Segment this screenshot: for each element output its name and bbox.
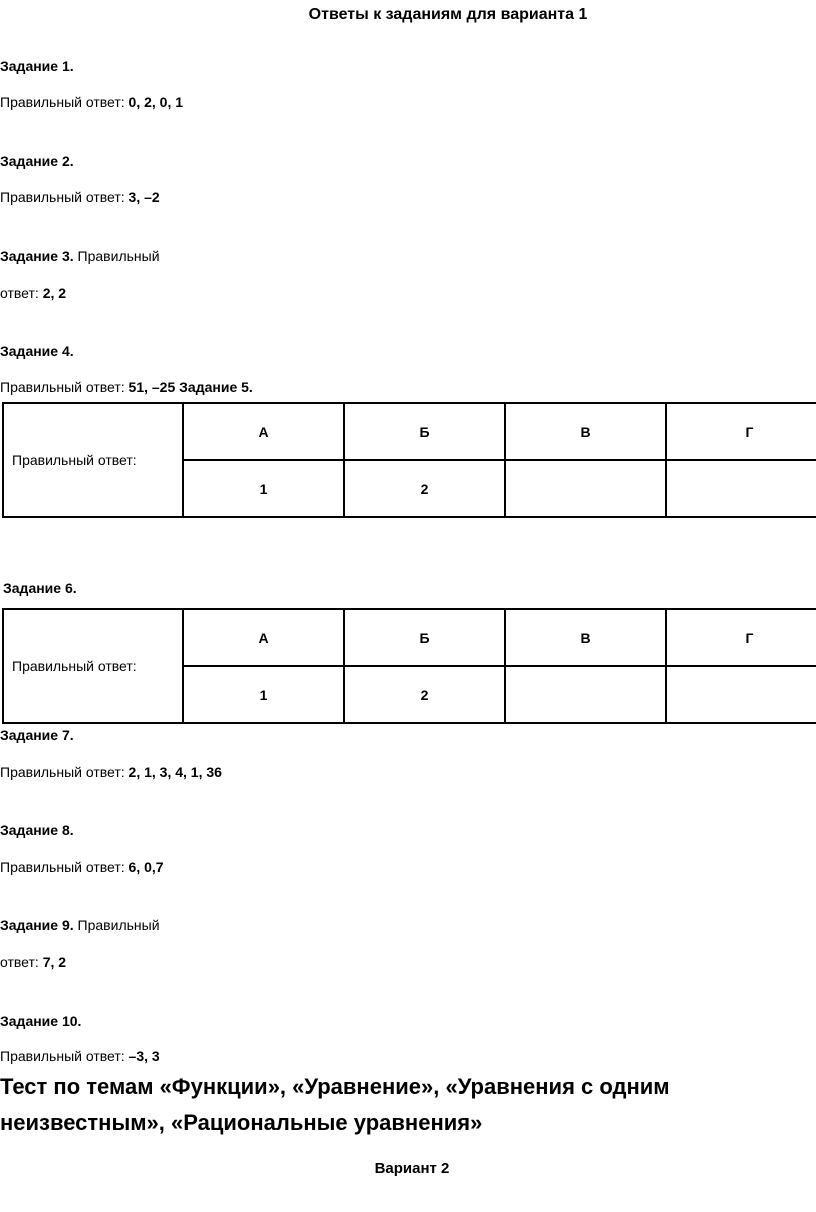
answer-label: Правильный ответ: [0, 764, 125, 780]
task-5-answer-table [2, 402, 816, 518]
task-2-answer-line [0, 189, 160, 205]
task-6-answer-table [2, 608, 816, 724]
table-row-label: Правильный ответ: [3, 609, 183, 723]
table-header-row [3, 609, 816, 666]
variant-heading: Вариант 2 [374, 1160, 450, 1177]
task-6-heading: Задание 6. [3, 580, 77, 596]
task-10-answer-line [0, 1048, 160, 1064]
task-9-heading: Задание 9. [0, 917, 74, 933]
task-8-answer-line [0, 859, 164, 875]
task-5-heading: Задание 5. [179, 379, 253, 395]
task-7-answer-line [0, 764, 222, 780]
table-cell: 1 [183, 666, 344, 723]
task-9-answer: 7, 2 [42, 954, 67, 970]
table-row-label: Правильный ответ: [3, 403, 183, 517]
task-7-heading: Задание 7. [0, 727, 74, 743]
table-column-header: Г [666, 403, 816, 460]
page-title: Ответы к заданиям для варианта 1 [308, 6, 588, 23]
answer-label: Правильный ответ: [0, 1048, 125, 1064]
task-1-heading: Задание 1. [0, 58, 74, 74]
table-column-header: Б [344, 403, 505, 460]
table-cell: 2 [344, 666, 505, 723]
task-10-answer: –3, 3 [128, 1048, 160, 1064]
answer-label: Правильный ответ: [0, 189, 125, 205]
table-cell [666, 666, 816, 723]
test-title-line-1: Тест по темам «Функции», «Уравнение», «Уравнения с одним [0, 1074, 670, 1099]
task-3-heading: Задание 3. [0, 248, 74, 264]
task-1-answer: 0, 2, 0, 1 [128, 94, 184, 110]
task-3-label-part1: Правильный [77, 248, 160, 264]
task-9-heading-line [0, 917, 160, 933]
task-3-answer: 2, 2 [42, 285, 67, 301]
test-title-line-2: неизвестным», «Рациональные уравнения» [0, 1110, 483, 1135]
task-3-label-part2: ответ: [0, 285, 39, 301]
task-2-heading: Задание 2. [0, 153, 74, 169]
answer-label: Правильный ответ: [0, 94, 125, 110]
table-column-header: Б [344, 609, 505, 666]
answer-label: Правильный ответ: [0, 859, 125, 875]
task-4-heading: Задание 4. [0, 343, 74, 359]
table-cell [666, 460, 816, 517]
task-3-answer-line [0, 285, 66, 301]
table-column-header: Г [666, 609, 816, 666]
table-cell: 1 [183, 460, 344, 517]
table-column-header: В [505, 403, 666, 460]
task-1-answer-line [0, 94, 183, 110]
table-cell: 2 [344, 460, 505, 517]
table-header-row [3, 403, 816, 460]
task-3-heading-line [0, 248, 160, 264]
task-10-heading: Задание 10. [0, 1013, 82, 1029]
task-9-label-part1: Правильный [77, 917, 160, 933]
task-9-answer-line [0, 954, 66, 970]
table-column-header: А [183, 609, 344, 666]
task-4-answer: 51, –25 [128, 379, 176, 395]
table-column-header: В [505, 609, 666, 666]
task-8-heading: Задание 8. [0, 822, 74, 838]
table-column-header: А [183, 403, 344, 460]
table-cell [505, 666, 666, 723]
task-7-answer: 2, 1, 3, 4, 1, 36 [128, 764, 222, 780]
table-cell [505, 460, 666, 517]
task-8-answer: 6, 0,7 [128, 859, 164, 875]
task-4-answer-line [0, 379, 253, 395]
answer-label: Правильный ответ: [0, 379, 125, 395]
task-9-label-part2: ответ: [0, 954, 39, 970]
task-2-answer: 3, –2 [128, 189, 160, 205]
